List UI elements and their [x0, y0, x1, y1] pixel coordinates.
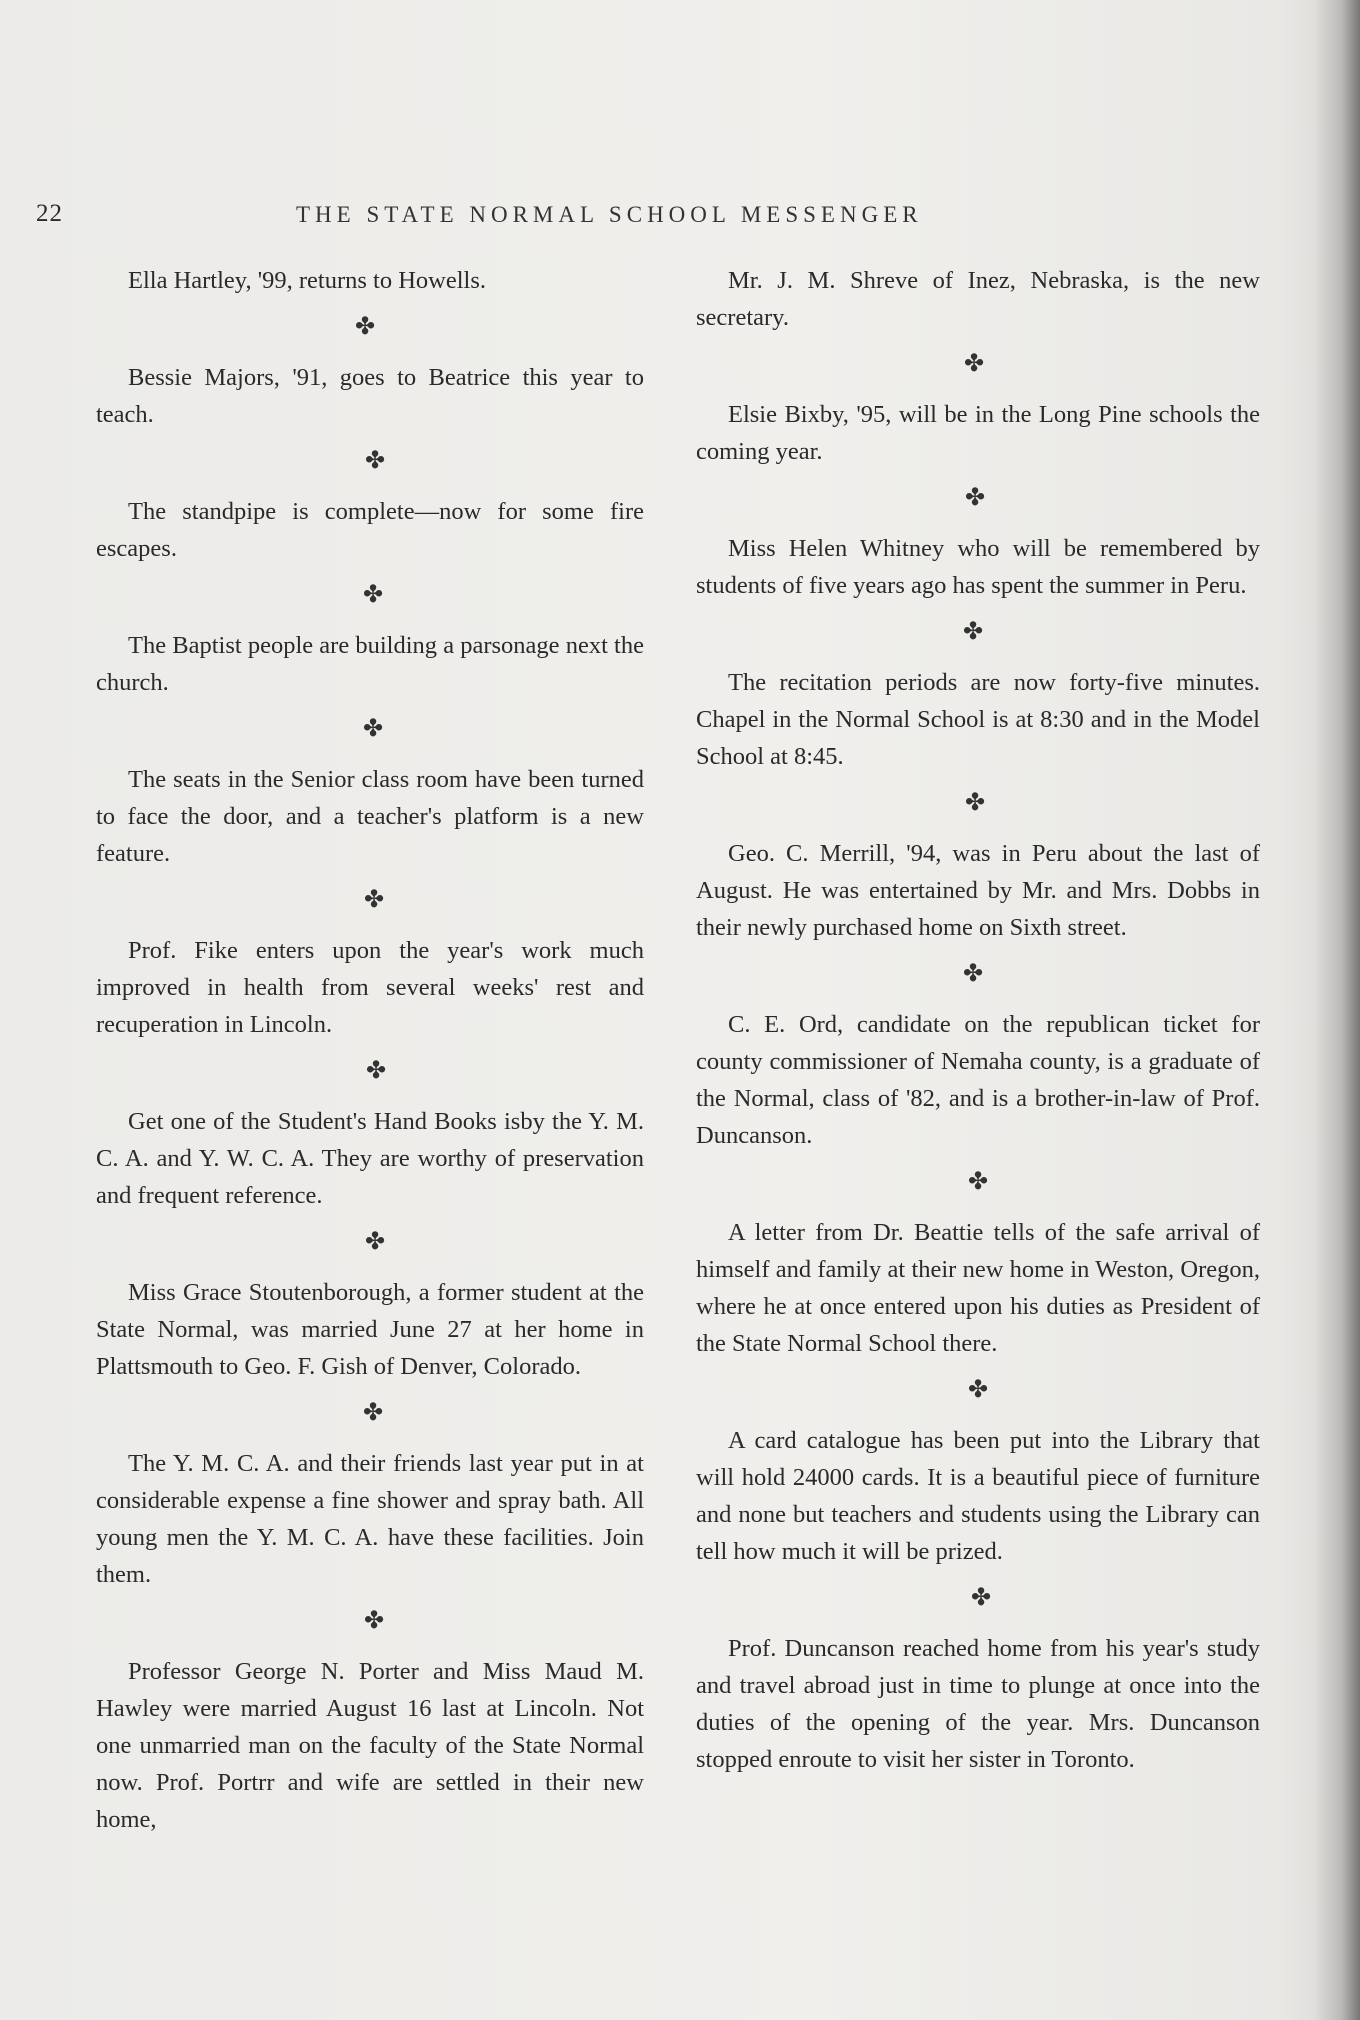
news-item: A letter from Dr. Beattie tells of the safe arrival of himself and family at their new home in Weston, Oregon, where he at once entered upon his duties as President of the State Normal School there.: [696, 1219, 1260, 1357]
item-separator: [696, 1164, 1260, 1200]
ornament-icon: ✤: [962, 619, 984, 645]
ornament-icon: ✤: [964, 485, 986, 511]
ornament-icon: ✤: [362, 716, 384, 742]
ornament-icon: ✤: [963, 351, 985, 377]
item-separator: [96, 1053, 644, 1089]
news-item: Mr. J. M. Shreve of Inez, Nebraska, is the new secretary.: [696, 267, 1260, 331]
item-separator: [96, 443, 644, 479]
item-separator: [696, 346, 1260, 382]
news-item: Get one of the Student's Hand Books isby the Y. M. C. A. and Y. W. C. A. They are worthy of preservation and frequent reference.: [96, 1108, 644, 1209]
running-title: THE STATE NORMAL SCHOOL MESSENGER: [296, 202, 923, 227]
ornament-icon: ✤: [363, 887, 385, 913]
item-separator: [696, 1372, 1260, 1408]
news-item: The recitation periods are now forty-five minutes. Chapel in the Normal School is at 8:30 and in the Model School at 8:45.: [696, 669, 1260, 770]
news-item: The standpipe is complete—now for some fire escapes.: [96, 498, 644, 562]
item-separator: [96, 711, 644, 747]
item-separator: [96, 1224, 644, 1260]
news-item: Professor George N. Porter and Miss Maud M. Hawley were married August 16 last at Lincoln. Not one unmarried man on the faculty of the State Normal now. Prof. Portrr and wife are settled in their new home,: [96, 1658, 644, 1833]
item-separator: [696, 1580, 1260, 1616]
item-separator: [96, 309, 644, 345]
ornament-icon: ✤: [354, 314, 376, 340]
ornament-icon: ✤: [364, 448, 386, 474]
item-separator: [696, 956, 1260, 992]
news-item: Geo. C. Merrill, '94, was in Peru about the last of August. He was entertained by Mr. and Mrs. Dobbs in their newly purchased home on Sixth street.: [696, 840, 1260, 941]
item-separator: [696, 480, 1260, 516]
item-separator: [96, 577, 644, 613]
ornament-icon: ✤: [967, 1169, 989, 1195]
news-item: Prof. Duncanson reached home from his year's study and travel abroad just in time to plunge at once into the duties of the opening of the year. Mrs. Duncanson stopped enroute to visit her sister in Toronto.: [696, 1635, 1260, 1773]
ornament-icon: ✤: [970, 1585, 992, 1611]
item-separator: [96, 1395, 644, 1431]
news-item: Ella Hartley, '99, returns to Howells.: [128, 267, 486, 294]
ornament-icon: ✤: [964, 790, 986, 816]
item-separator: [696, 785, 1260, 821]
item-separator: [696, 614, 1260, 650]
news-item: Miss Helen Whitney who will be remembered by students of five years ago has spent the summer in Peru.: [696, 535, 1260, 599]
news-item: The Y. M. C. A. and their friends last year put in at considerable expense a fine shower and spray bath. All young men the Y. M. C. A. have these facilities. Join them.: [96, 1450, 644, 1588]
item-separator: [96, 882, 644, 918]
news-item: Elsie Bixby, '95, will be in the Long Pine schools the coming year.: [696, 401, 1260, 465]
ornament-icon: ✤: [364, 1229, 386, 1255]
page-number: 22: [36, 200, 63, 227]
ornament-icon: ✤: [365, 1058, 387, 1084]
news-item: C. E. Ord, candidate on the republican ticket for county commissioner of Nemaha county, is a graduate of the Normal, class of '82, and is a brother-in-law of Prof. Duncanson.: [696, 1011, 1260, 1149]
news-item: A card catalogue has been put into the Library that will hold 24000 cards. It is a beautiful piece of furniture and none but teachers and students using the Library can tell how much it will be prized.: [696, 1427, 1260, 1565]
item-separator: [96, 1603, 644, 1639]
ornament-icon: ✤: [967, 1377, 989, 1403]
page-edge-shadow: [1314, 0, 1360, 2020]
news-item: The seats in the Senior class room have been turned to face the door, and a teacher's platform is a new feature.: [96, 766, 644, 867]
ornament-icon: ✤: [962, 961, 984, 987]
news-item: Bessie Majors, '91, goes to Beatrice this year to teach.: [96, 364, 644, 428]
news-item: Prof. Fike enters upon the year's work much improved in health from several weeks' rest and recuperation in Lincoln.: [96, 937, 644, 1038]
page-header: [36, 200, 1266, 240]
ornament-icon: ✤: [363, 1608, 385, 1634]
right-column: [696, 262, 1260, 1778]
news-item: The Baptist people are building a parsonage next the church.: [96, 632, 644, 696]
ornament-icon: ✤: [362, 1400, 384, 1426]
ornament-icon: ✤: [362, 582, 384, 608]
left-column: [96, 262, 644, 1838]
news-item: Miss Grace Stoutenborough, a former student at the State Normal, was married June 27 at her home in Plattsmouth to Geo. F. Gish of Denver, Colorado.: [96, 1279, 644, 1380]
